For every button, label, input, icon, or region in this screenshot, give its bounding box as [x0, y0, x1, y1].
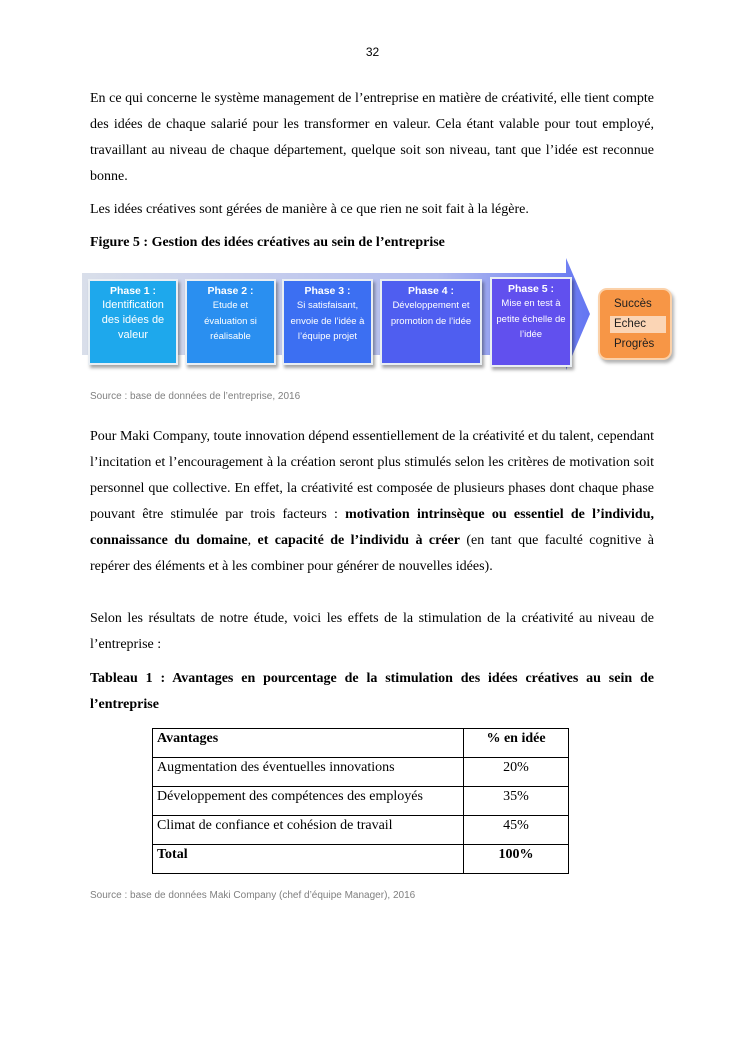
phase-1-box — [88, 279, 178, 365]
phase-4-box — [380, 279, 482, 365]
phase-2-box — [185, 279, 276, 365]
row-value: 35% — [464, 787, 569, 816]
header-advantages: Avantages — [153, 729, 464, 758]
row-value: 20% — [464, 758, 569, 787]
table-caption: Tableau 1 : Avantages en pourcentage de la stimulation des idées créatives au sein de l’entreprise — [90, 671, 654, 712]
row-label: Développement des compétences des employés — [153, 787, 464, 816]
para3-text-b: , — [247, 533, 258, 548]
phase-5-title: Phase 5 : — [507, 283, 555, 295]
figure-source: Source : base de données de l’entreprise, 2016 — [90, 391, 301, 402]
paragraph-maki-company — [90, 424, 654, 580]
table-source: Source : base de données Maki Company (chef d’équipe Manager), 2016 — [90, 890, 416, 901]
phase-2-body: Etude et évaluation si réalisable — [204, 300, 257, 342]
paragraph-results: Selon les résultats de notre étude, voici les effets de la stimulation de la créativité au niveau de l’entreprise : — [90, 611, 654, 652]
para3-bold-a: motivation intrinsèque ou essentiel de l’individu, connaissance du domaine — [90, 507, 654, 548]
header-percent: % en idée — [464, 729, 569, 758]
phase-4-title: Phase 4 : — [407, 285, 455, 297]
table-row — [153, 758, 569, 787]
table-row — [153, 787, 569, 816]
phase-2-title: Phase 2 : — [207, 285, 254, 297]
para3-text-c: (en tant que faculté cognitive à repérer des éléments et à les combiner pour générer de nouvelles idées). — [90, 533, 655, 574]
paragraph-ideas-managed: Les idées créatives sont gérées de manière à ce que rien ne soit fait à la légère. — [90, 202, 529, 217]
table-header-row — [153, 729, 569, 758]
phase-1-title: Phase 1 : — [109, 285, 157, 297]
outcome-failure: Echec — [610, 316, 666, 333]
advantages-table — [152, 728, 569, 874]
page-number: 32 — [365, 45, 380, 59]
phase-5-box — [490, 277, 572, 367]
para3-bold-b: et capacité de l’individu à créer — [257, 533, 460, 548]
row-label: Augmentation des éventuelles innovations — [153, 758, 464, 787]
phase-3-box — [282, 279, 373, 365]
phase-3-title: Phase 3 : — [304, 285, 351, 297]
table-row — [153, 816, 569, 845]
outcome-progress: Progrès — [614, 338, 655, 350]
phase-5-body: Mise en test à petite échelle de l’idée — [496, 298, 566, 340]
phase-4-body: Développement et promotion de l’idée — [390, 300, 472, 327]
total-label: Total — [153, 845, 464, 874]
phase-1-body: Identification des idées de valeur — [101, 299, 165, 341]
outcome-box — [598, 288, 672, 360]
outcome-success: Succès — [614, 298, 652, 310]
paragraph-management: En ce qui concerne le système management de l’entreprise en matière de créativité, elle tient compte des idées de chaque salarié pour les transformer en valeur. Cela étant valable pour tout employé, travaillant au niveau de chaque département, quelque soit son niveau, tant que l’idée est reconnue bonne. — [90, 91, 654, 184]
phase-3-body: Si satisfaisant, envoie de l’idée à l’équipe projet — [290, 300, 365, 342]
total-value: 100% — [464, 845, 569, 874]
row-label: Climat de confiance et cohésion de travail — [153, 816, 464, 845]
table-total-row — [153, 845, 569, 874]
row-value: 45% — [464, 816, 569, 845]
para3-text-a: Pour Maki Company, toute innovation dépend essentiellement de la créativité et du talent, cependant l’incitation et l’encouragement à la création seront plus stimulés selon les critères de motivation soit personnel que collective. En effet, la créativité est composée de plusieurs phases dont chaque phase pouvant être stimulée par trois facteurs : — [90, 429, 654, 522]
figure-caption: Figure 5 : Gestion des idées créatives au sein de l’entreprise — [90, 235, 445, 250]
phase-diagram — [82, 258, 682, 383]
